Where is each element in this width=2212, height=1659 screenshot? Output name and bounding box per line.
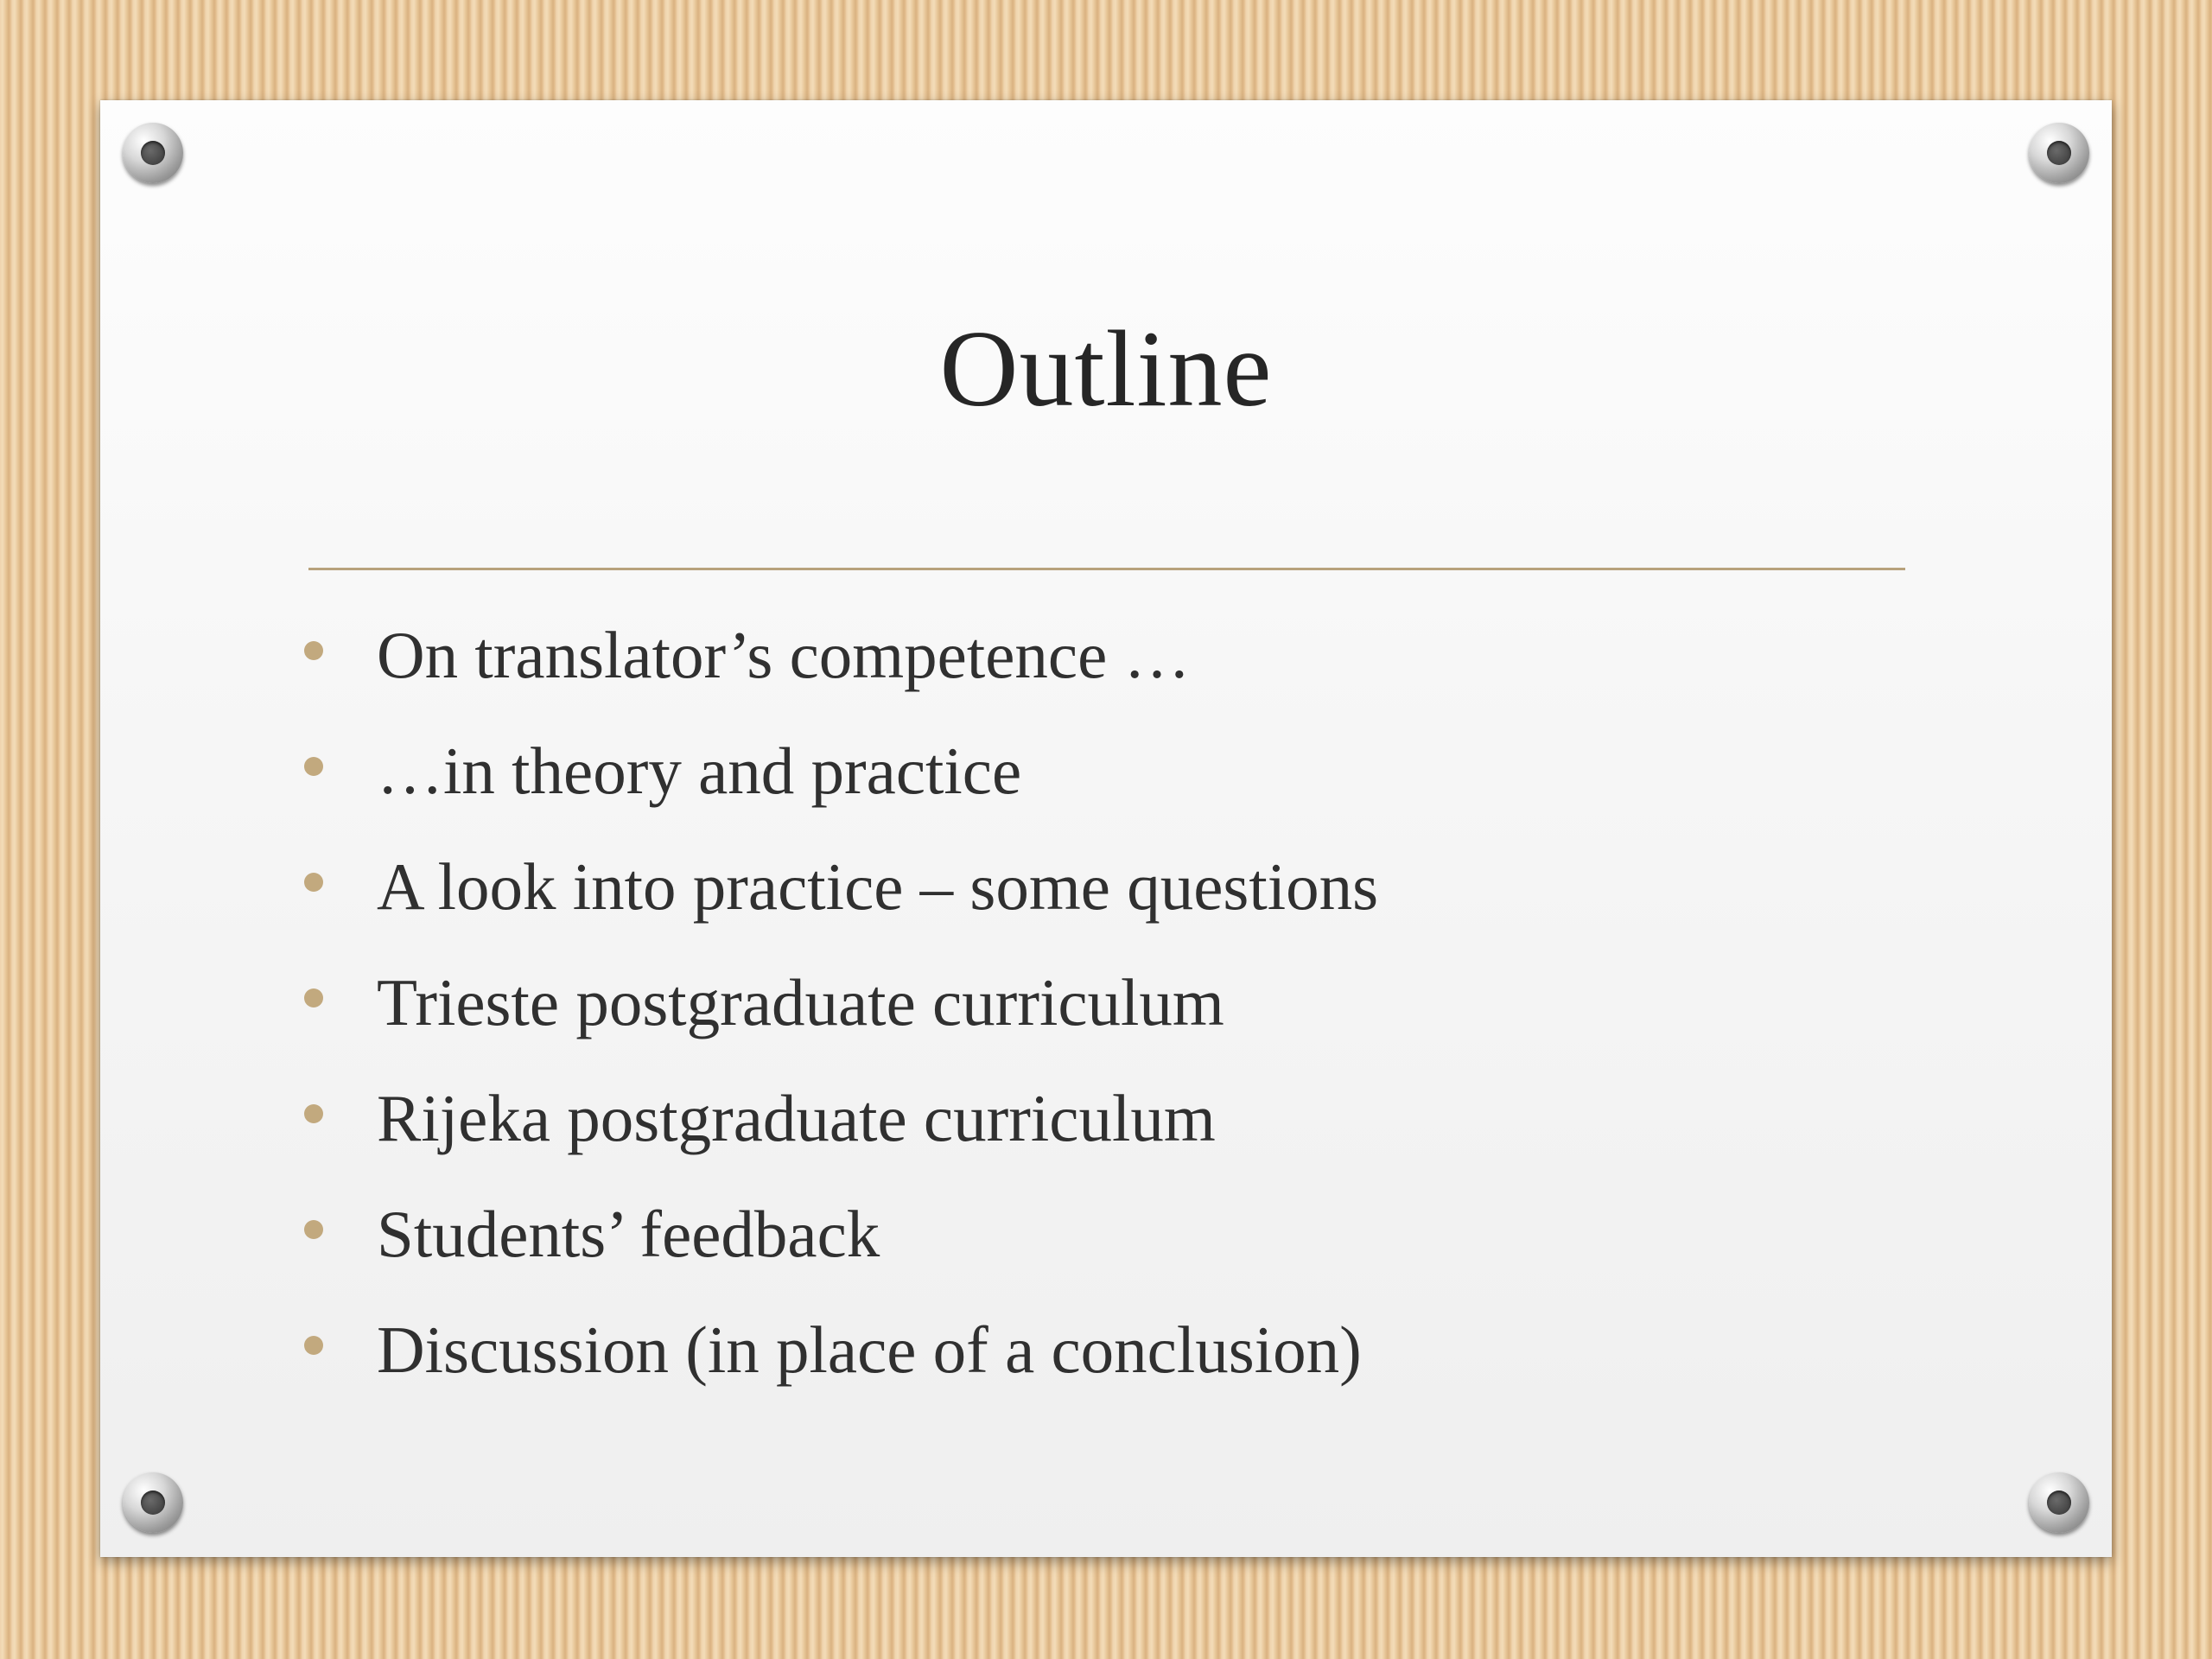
bullet-icon	[304, 1220, 323, 1239]
bullet-icon	[304, 641, 323, 660]
bullet-text: Trieste postgraduate curriculum	[377, 965, 1224, 1039]
bullet-text: On translator’s competence …	[377, 618, 1191, 692]
screw-icon	[2029, 123, 2089, 183]
bullet-text: Discussion (in place of a conclusion)	[377, 1313, 1362, 1387]
bullet-text: Students’ feedback	[377, 1197, 880, 1271]
bullet-text: A look into practice – some questions	[377, 849, 1379, 924]
slide-title: Outline	[939, 309, 1273, 429]
screw-icon	[123, 123, 183, 183]
title-divider	[308, 568, 1905, 570]
bullet-icon	[304, 757, 323, 776]
screw-icon	[123, 1472, 183, 1533]
bullet-icon	[304, 1336, 323, 1355]
bullet-icon	[304, 988, 323, 1007]
bullet-icon	[304, 873, 323, 892]
bullet-text: Rijeka postgraduate curriculum	[377, 1081, 1216, 1155]
bullet-icon	[304, 1104, 323, 1123]
bullet-text: …in theory and practice	[377, 734, 1022, 808]
screw-icon	[2029, 1472, 2089, 1533]
